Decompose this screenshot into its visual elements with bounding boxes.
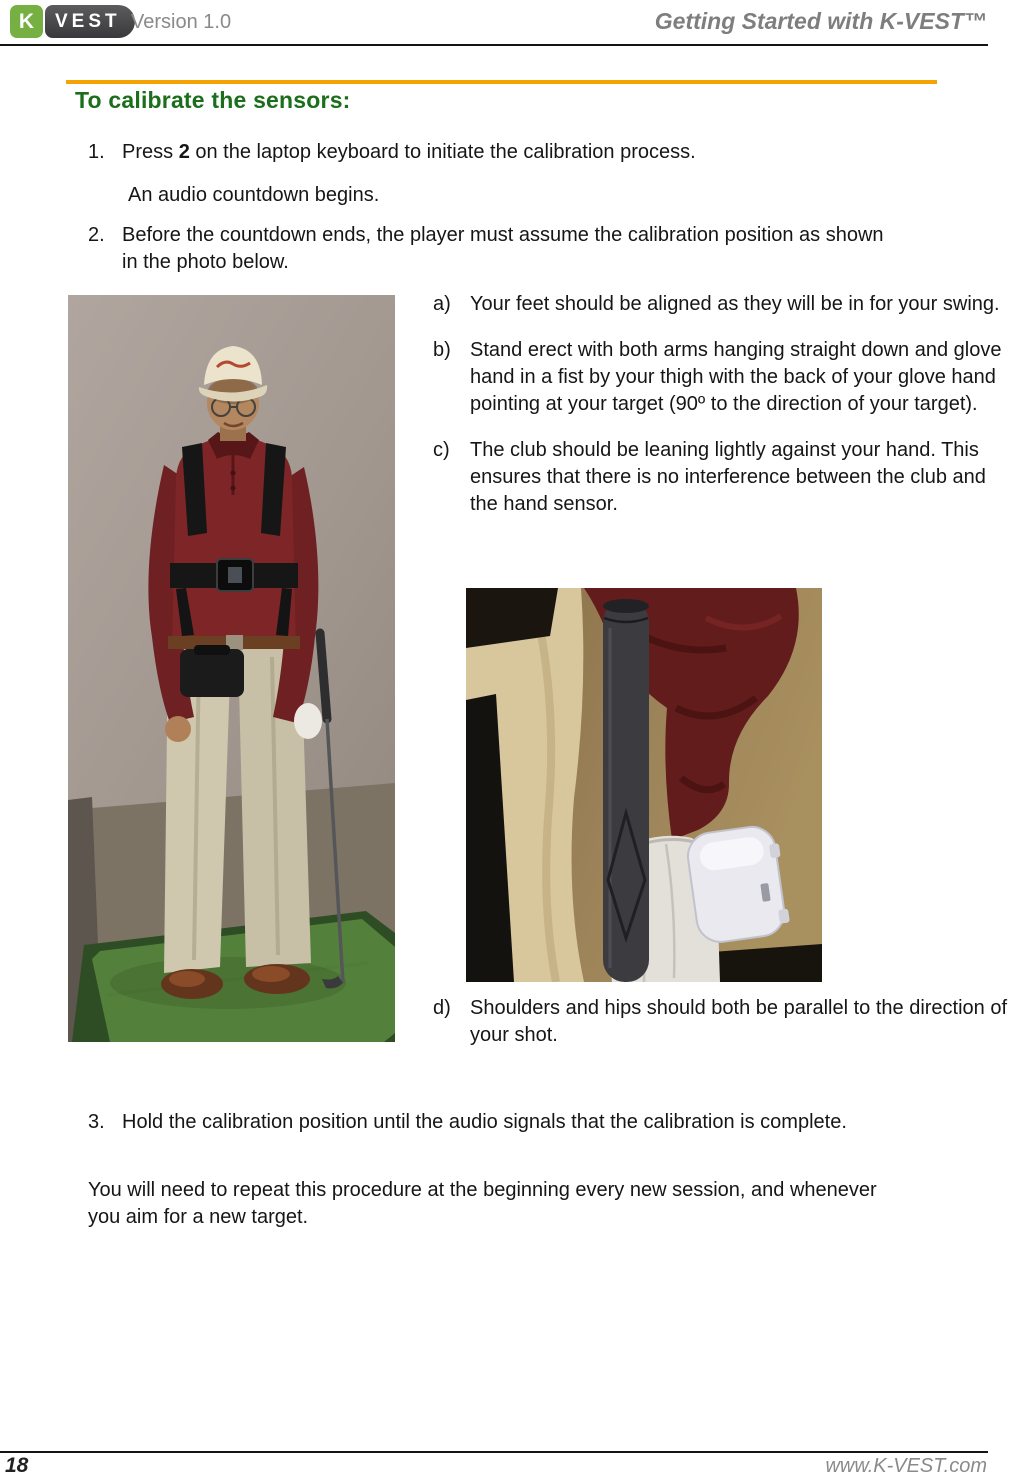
substep-b-letter: b) [433,339,451,361]
section-heading: To calibrate the sensors: [75,87,351,113]
step-1-text-pre: Press [122,141,179,163]
substep-c [433,437,1017,518]
substep-b [433,337,1017,418]
step-3-number: 3. [88,1111,105,1133]
step-1-key: 2 [178,141,190,163]
step-1-number: 1. [88,141,105,163]
substep-c-text: The club should be leaning lightly against your hand. This ensures that there is no interference between the club and the hand sensor. [470,439,986,515]
calibration-position-photo [68,295,395,1042]
substep-d-wrap [433,995,1017,1068]
step-1-text-post: on the laptop keyboard to initiate the calibration process. [189,141,696,163]
substep-b-text: Stand erect with both arms hanging straight down and glove hand in a fist by your thigh with the back of your glove hand pointing at your target (90º to the direction of your target). [470,339,1002,415]
substeps-a-to-c [433,291,1017,537]
substep-c-letter: c) [433,439,450,461]
closing-paragraph: You will need to repeat this procedure at the beginning every new session, and whenever you aim for a new target. [88,1179,877,1228]
kvest-logo [10,5,135,38]
substep-d-text: Shoulders and hips should both be parallel to the direction of your shot. [470,997,1008,1046]
step-2-number: 2. [88,224,105,246]
document-title: Getting Started with K-VEST™ [654,8,987,34]
step-3-text: Hold the calibration position until the audio signals that the calibration is complete. [122,1111,847,1133]
substep-d-letter: d) [433,997,451,1019]
footer-divider [0,1451,988,1453]
step-2 [88,222,897,276]
hand-sensor-illustration [466,588,822,982]
step-1-note: An audio countdown begins. [128,184,380,206]
version-label: Version 1.0 [131,11,232,33]
step-2-text: Before the countdown ends, the player must assume the calibration position as shown in the photo below. [122,224,884,273]
substep-d [433,995,1017,1049]
substep-a-text: Your feet should be aligned as they will be in for your swing. [470,293,1000,315]
step-3 [88,1109,897,1136]
substep-a [433,291,1017,318]
website-url: www.K-VEST.com [825,1455,987,1476]
section-accent-rule [66,80,937,84]
calibration-position-illustration [68,295,395,1042]
kvest-logo-k-icon: K [10,5,43,38]
page-number: 18 [5,1454,29,1476]
hand-sensor-closeup-photo [466,588,822,982]
header-divider [0,44,988,46]
kvest-logo-vest-icon: VEST [45,5,135,38]
substep-a-letter: a) [433,293,451,315]
step-1 [88,139,908,166]
step-1-text [122,139,908,166]
